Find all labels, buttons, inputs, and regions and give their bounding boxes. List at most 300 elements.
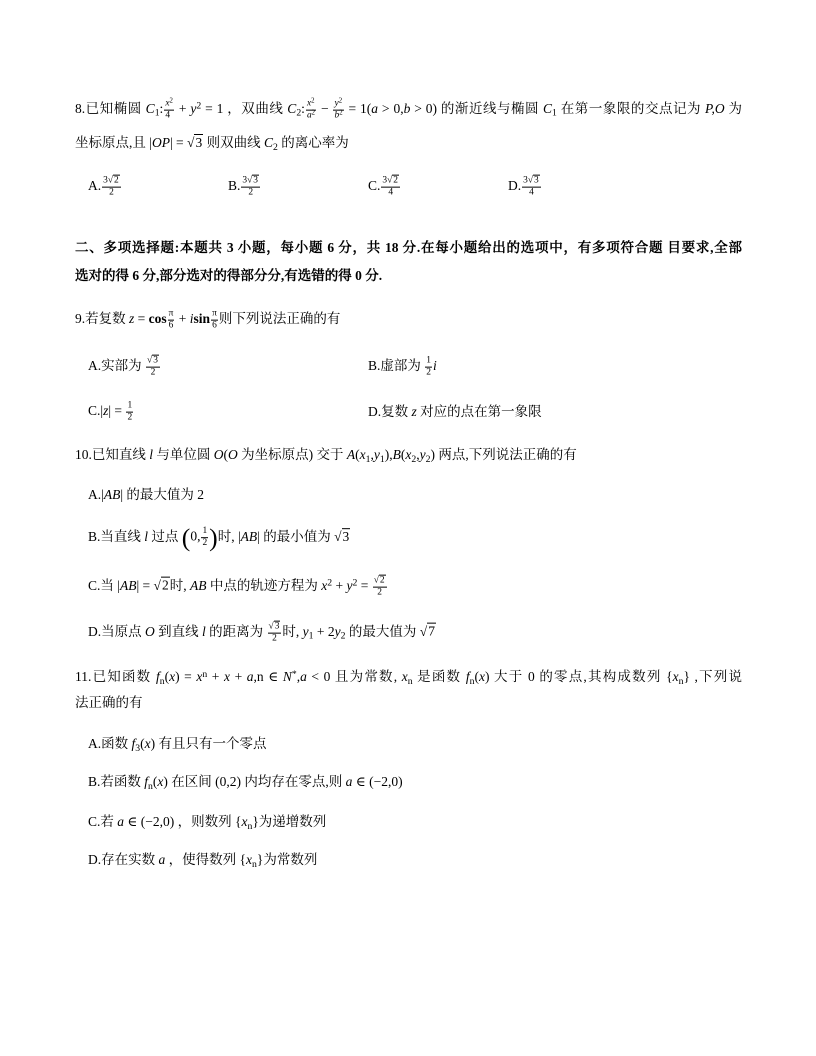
subscript: n [678, 675, 684, 687]
fraction [164, 99, 174, 122]
math-variable: N [282, 669, 292, 684]
text-run: B.虚部为 [368, 358, 425, 374]
radical-sign: √ [527, 175, 534, 186]
fraction-numerator [201, 527, 208, 539]
radicand: 2 [114, 175, 119, 186]
math-variable: a [306, 110, 312, 121]
text-run: 对应的点在第一象限 [416, 404, 542, 419]
text-run: 1 [426, 355, 431, 366]
fraction [381, 176, 400, 199]
text-run: 是函数 [412, 669, 466, 684]
text-run: ) 大于 0 的零点,其构成数列 { [484, 669, 673, 684]
text-run: + [332, 578, 347, 594]
text-run: C.| [88, 403, 104, 419]
text-run: D.当原点 [88, 624, 145, 640]
math-variable: x [241, 814, 248, 829]
square-root [334, 528, 350, 544]
text-run: ) 两点,下列说法正确的有 [430, 447, 577, 462]
math-function: sin [193, 311, 211, 327]
text-run: 二、多项选择题:本题共 3 小题，每小题 6 分，共 18 分.在每小题给出的选项中，有多项符合题 目要求,全部 [75, 240, 742, 255]
text-run: π [212, 308, 217, 319]
text-run: 4 [529, 187, 534, 198]
text-run: − [317, 101, 333, 117]
math-variable: x [196, 669, 203, 684]
square-root [528, 175, 540, 186]
math-variable: x [165, 98, 170, 109]
text-run: B.若函数 [88, 774, 145, 789]
question-10-option-a [88, 486, 204, 504]
fraction [241, 176, 260, 199]
question-8-option-c [368, 176, 401, 199]
text-run: }为常数列 [256, 852, 318, 867]
subscript: n [159, 675, 165, 687]
parenthesized-group [182, 525, 218, 551]
text-run: 4 [165, 110, 171, 121]
subscript: 2 [411, 453, 417, 465]
fraction [168, 309, 175, 332]
math-variable: l [144, 529, 149, 545]
fraction-denominator [522, 188, 541, 199]
text-run: D.存在实数 [88, 852, 159, 867]
text-run: 1 [202, 526, 208, 537]
fraction-denominator [333, 111, 343, 122]
text-run: ), [384, 447, 393, 462]
text-run: 2 [202, 538, 208, 549]
text-run: ( [400, 447, 406, 462]
question-9-stem [75, 309, 340, 332]
text-run: A.函数 [88, 736, 132, 751]
math-variable: x [306, 98, 312, 109]
math-variable: O [145, 624, 155, 640]
subscript: n [247, 820, 253, 832]
text-run: ) = [175, 669, 197, 684]
text-run: 8.已知椭圆 [75, 101, 146, 117]
text-run: 2 [426, 367, 431, 378]
radical-sign: √ [268, 621, 274, 632]
radicand: 2 [393, 175, 399, 186]
math-variable: b [403, 101, 411, 117]
math-variable: AB [240, 529, 258, 545]
math-variable: y [190, 101, 197, 117]
subscript: 3 [135, 742, 141, 754]
square-root [187, 134, 203, 150]
math-variable: a [371, 101, 379, 117]
fraction-numerator [146, 356, 160, 368]
text-run: ) 有且只有一个零点 [150, 736, 267, 751]
square-root [420, 623, 436, 639]
text-run: ) 在区间 (0,2) 内均存在零点,则 [163, 774, 346, 789]
math-variable: f [155, 669, 160, 684]
math-variable: a [246, 669, 254, 684]
text-run: | 的最大值为 2 [120, 487, 205, 502]
math-variable: AB [103, 487, 121, 502]
math-variable: a [300, 669, 307, 684]
question-10-stem [75, 446, 577, 464]
text-run: ,n ∈ [253, 669, 283, 684]
math-variable: z [103, 403, 109, 419]
question-10-option-d [88, 622, 436, 645]
math-variable: f [144, 774, 149, 789]
text-run: 2 [272, 633, 277, 644]
text-run: 的最大值为 [345, 624, 420, 640]
text-run: 3 [523, 175, 528, 186]
text-run: 2 [377, 587, 382, 598]
text-run: ( [474, 669, 479, 684]
subscript: 1 [552, 108, 557, 119]
subscript: 2 [425, 453, 431, 465]
superscript: 2 [338, 97, 343, 105]
text-run: 法正确的有 [75, 695, 143, 710]
fraction [333, 99, 343, 122]
text-run: A.实部为 [88, 358, 145, 374]
text-run: D.复数 [368, 404, 412, 419]
subscript: 1 [154, 108, 160, 119]
math-variable: x [359, 447, 366, 462]
text-run: | = [108, 403, 126, 419]
fraction-denominator [241, 188, 260, 199]
math-variable: f [465, 669, 470, 684]
text-run: C.当 | [88, 578, 120, 594]
text-run: 3 [103, 175, 108, 186]
square-root [154, 577, 170, 593]
radical-sign: √ [153, 578, 161, 594]
text-run: 选对的得 6 分,部分选对的得部分分,有选错的得 0 分. [75, 268, 383, 283]
radicand: 7 [428, 624, 435, 640]
text-run: | = [169, 135, 188, 150]
fraction [211, 309, 218, 332]
text-run: 时, | [217, 529, 241, 545]
text-run: < 0 且为常数, [306, 669, 402, 684]
subscript: 2 [296, 108, 302, 119]
text-run: + [174, 101, 191, 117]
text-run: 在第一象限的交点记为 [556, 101, 705, 117]
superscript: 2 [327, 577, 333, 589]
fraction [102, 176, 121, 199]
radicand: 2 [161, 578, 169, 594]
text-run: ( [223, 447, 229, 462]
fraction-denominator [168, 321, 175, 332]
math-variable: y [334, 624, 341, 640]
math-variable: C [145, 101, 155, 117]
math-variable: x [405, 447, 412, 462]
fraction [146, 356, 160, 379]
open-parenthesis: ( [181, 523, 191, 553]
fraction-denominator [381, 188, 400, 199]
text-run: , [296, 669, 301, 684]
subscript: n [469, 675, 475, 687]
fraction [373, 576, 387, 599]
superscript: 2 [311, 97, 315, 105]
text-run: 4 [388, 187, 394, 198]
text-run: + [230, 669, 247, 684]
text-run: | 的最小值为 [257, 529, 335, 545]
text-run: > 0, [378, 101, 404, 117]
question-9-option-d [368, 403, 542, 421]
radical-sign: √ [334, 529, 342, 545]
text-run: }为递增数列 [252, 814, 327, 829]
math-variable: x [401, 669, 408, 684]
text-run: > 0) 的渐近线与椭圆 [410, 101, 543, 117]
math-variable: x [321, 578, 328, 594]
radicand: 3 [274, 621, 280, 632]
text-run: 的离心率为 [277, 135, 349, 150]
superscript: 2 [311, 109, 316, 117]
text-run: C. [368, 178, 381, 194]
subscript: 1 [308, 631, 314, 642]
text-run: 为坐标原点) 交于 [237, 447, 347, 462]
math-variable: O [228, 447, 238, 462]
text-run: ∈ (−2,0) ，则数列 { [124, 814, 242, 829]
fraction [268, 622, 282, 645]
fraction-denominator [146, 368, 160, 379]
text-run: = 1 ，双曲线 [201, 101, 288, 117]
text-run: 0, [190, 529, 201, 545]
math-variable: i [432, 358, 437, 374]
text-run: B.当直线 [88, 529, 145, 545]
question-10-option-b [88, 525, 350, 551]
text-run: 与单位圆 [153, 447, 214, 462]
fraction-denominator [268, 634, 282, 645]
text-run: 则双曲线 [203, 135, 264, 150]
text-run: 3 [242, 175, 248, 186]
radical-sign: √ [419, 624, 428, 640]
math-variable: OP [151, 135, 170, 150]
question-8-stem-line-2 [75, 134, 349, 152]
radicand: 3 [534, 175, 539, 186]
subscript: 1 [379, 453, 385, 465]
superscript: 2 [339, 109, 343, 117]
fraction-numerator [241, 176, 260, 188]
question-11-stem-line-2 [75, 694, 143, 712]
text-run: 9.若复数 [75, 311, 129, 327]
math-variable: C [263, 135, 273, 150]
fraction-denominator [164, 111, 174, 122]
math-variable: AB [189, 578, 207, 594]
radicand: 2 [379, 575, 385, 586]
text-run: C.若 [88, 814, 118, 829]
math-variable: C [543, 101, 553, 117]
question-9-option-b [368, 356, 437, 379]
text-run: + [207, 669, 224, 684]
math-variable: a [158, 852, 166, 867]
math-variable: a [345, 774, 353, 789]
question-11-option-b [88, 773, 403, 791]
math-variable: z [129, 311, 135, 327]
subscript: 2 [340, 631, 346, 642]
text-run: ∈ (−2,0) [352, 774, 403, 789]
question-8-stem-line-1 [75, 99, 742, 122]
text-run: : [301, 101, 305, 117]
fraction [126, 401, 133, 424]
radicand: 3 [153, 355, 158, 366]
math-variable: i [189, 311, 194, 327]
text-run: 坐标原点,且 | [75, 135, 152, 150]
text-run: A. [88, 178, 102, 194]
math-variable: l [149, 447, 154, 462]
fraction-numerator [268, 622, 282, 634]
fraction-numerator [522, 176, 541, 188]
text-run: 过点 [148, 529, 182, 545]
math-variable: f [131, 736, 136, 751]
text-run: , [370, 447, 374, 462]
text-run: 6 [212, 320, 217, 331]
math-variable: x [672, 669, 679, 684]
text-run: ( [152, 774, 158, 789]
square-root [247, 175, 259, 186]
fraction-numerator [126, 401, 133, 413]
question-10-option-c [88, 576, 388, 599]
question-11-option-a [88, 735, 267, 753]
math-variable: y [334, 98, 339, 109]
text-run: = [357, 578, 372, 594]
text-run: 6 [168, 320, 174, 331]
text-run: = [134, 311, 149, 327]
square-root [147, 355, 159, 366]
fraction-numerator [425, 356, 432, 368]
math-variable: b [334, 110, 340, 121]
text-run: = 1( [344, 101, 372, 117]
question-11-option-c [88, 813, 326, 831]
text-run: 为 [724, 101, 743, 117]
math-variable: x [478, 669, 485, 684]
text-run: 2 [248, 187, 254, 198]
math-variable: l [202, 624, 206, 640]
math-variable: x [245, 852, 252, 867]
question-8-option-b [228, 176, 261, 199]
text-run: 2 [150, 367, 156, 378]
text-run: A.| [88, 487, 104, 502]
fraction-numerator [164, 99, 174, 111]
question-8-option-d [508, 176, 542, 199]
superscript: 2 [352, 577, 358, 589]
section-2-heading-line-1 [75, 239, 742, 257]
text-run: 11.已知函数 [75, 669, 156, 684]
subscript: n [148, 780, 153, 792]
text-run: 到直线 [154, 624, 202, 640]
math-variable: C [287, 101, 297, 117]
fraction [306, 99, 316, 122]
math-variable: AB [119, 578, 137, 594]
subscript: 1 [365, 453, 371, 465]
math-variable: x [144, 736, 151, 751]
subscript: n [251, 858, 257, 870]
subscript: 2 [272, 141, 278, 153]
subscript: n [407, 675, 413, 687]
radicand: 3 [253, 175, 259, 186]
fraction-denominator [211, 321, 218, 332]
radical-sign: √ [387, 175, 393, 186]
math-variable: z [411, 404, 417, 419]
radical-sign: √ [187, 135, 195, 150]
fraction-numerator [381, 176, 400, 188]
text-run: 1 [127, 400, 133, 411]
math-variable: y [302, 624, 309, 640]
radical-sign: √ [247, 175, 253, 186]
fraction-numerator [168, 309, 175, 321]
text-run: D. [508, 178, 522, 194]
radicand: 3 [195, 135, 203, 150]
math-variable: x [157, 774, 164, 789]
fraction-denominator [425, 368, 432, 379]
superscript: 2 [169, 97, 173, 105]
square-root [387, 175, 399, 186]
math-variable: P,O [704, 101, 725, 117]
text-run: π [168, 308, 174, 319]
parenthesized-content [190, 527, 209, 550]
radical-sign: √ [107, 175, 114, 186]
fraction-denominator [201, 539, 208, 550]
square-root [108, 175, 120, 186]
text-run: 的距离为 [205, 624, 267, 640]
fraction-denominator [102, 188, 121, 199]
fraction [201, 527, 208, 550]
math-variable: a [117, 814, 125, 829]
text-run: 2 [127, 412, 133, 423]
superscript: 2 [196, 100, 202, 112]
square-root [374, 575, 386, 586]
section-2-heading-line-2 [75, 267, 382, 285]
question-8-option-a [88, 176, 122, 199]
math-variable: B [392, 447, 401, 462]
fraction-numerator [102, 176, 121, 188]
text-run: ( [164, 669, 170, 684]
text-run: 3 [382, 175, 388, 186]
text-run: 10.已知直线 [75, 447, 150, 462]
fraction-denominator [306, 111, 316, 122]
text-run: : [159, 101, 164, 117]
square-root [269, 621, 281, 632]
math-variable: y [346, 578, 353, 594]
radical-sign: √ [373, 575, 379, 586]
math-variable: A [346, 447, 356, 462]
text-run: + 2 [313, 624, 335, 640]
fraction-denominator [373, 588, 387, 599]
text-run: + [175, 311, 190, 327]
question-9-option-a [88, 356, 161, 379]
question-11-stem-line-1 [75, 668, 742, 686]
text-run: 时, [169, 578, 190, 594]
math-variable: x [169, 669, 176, 684]
question-9-option-c [88, 401, 134, 424]
superscript: n [202, 668, 208, 680]
question-11-option-d [88, 851, 317, 869]
text-run: ( [140, 736, 145, 751]
text-run: 中点的轨迹方程为 [206, 578, 322, 594]
radicand: 3 [342, 529, 350, 545]
text-run: 2 [109, 187, 114, 198]
fraction [522, 176, 541, 199]
math-variable: y [373, 447, 380, 462]
text-run: ( [355, 447, 360, 462]
superscript: * [291, 668, 297, 680]
math-variable: x [224, 669, 230, 684]
text-run: , [416, 447, 420, 462]
math-variable: O [213, 447, 224, 462]
fraction-numerator [211, 309, 218, 321]
text-run: B. [228, 178, 241, 194]
math-function: cos [148, 311, 167, 327]
text-run: } ,下列说 [683, 669, 742, 684]
text-run: | = [136, 578, 154, 594]
text-run: 时, [282, 624, 303, 640]
fraction [425, 356, 432, 379]
fraction-denominator [126, 413, 133, 424]
math-variable: y [419, 447, 426, 462]
radical-sign: √ [147, 355, 153, 366]
fraction-numerator [373, 576, 387, 588]
text-run: ，使得数列 { [165, 852, 246, 867]
close-parenthesis: ) [209, 523, 218, 553]
